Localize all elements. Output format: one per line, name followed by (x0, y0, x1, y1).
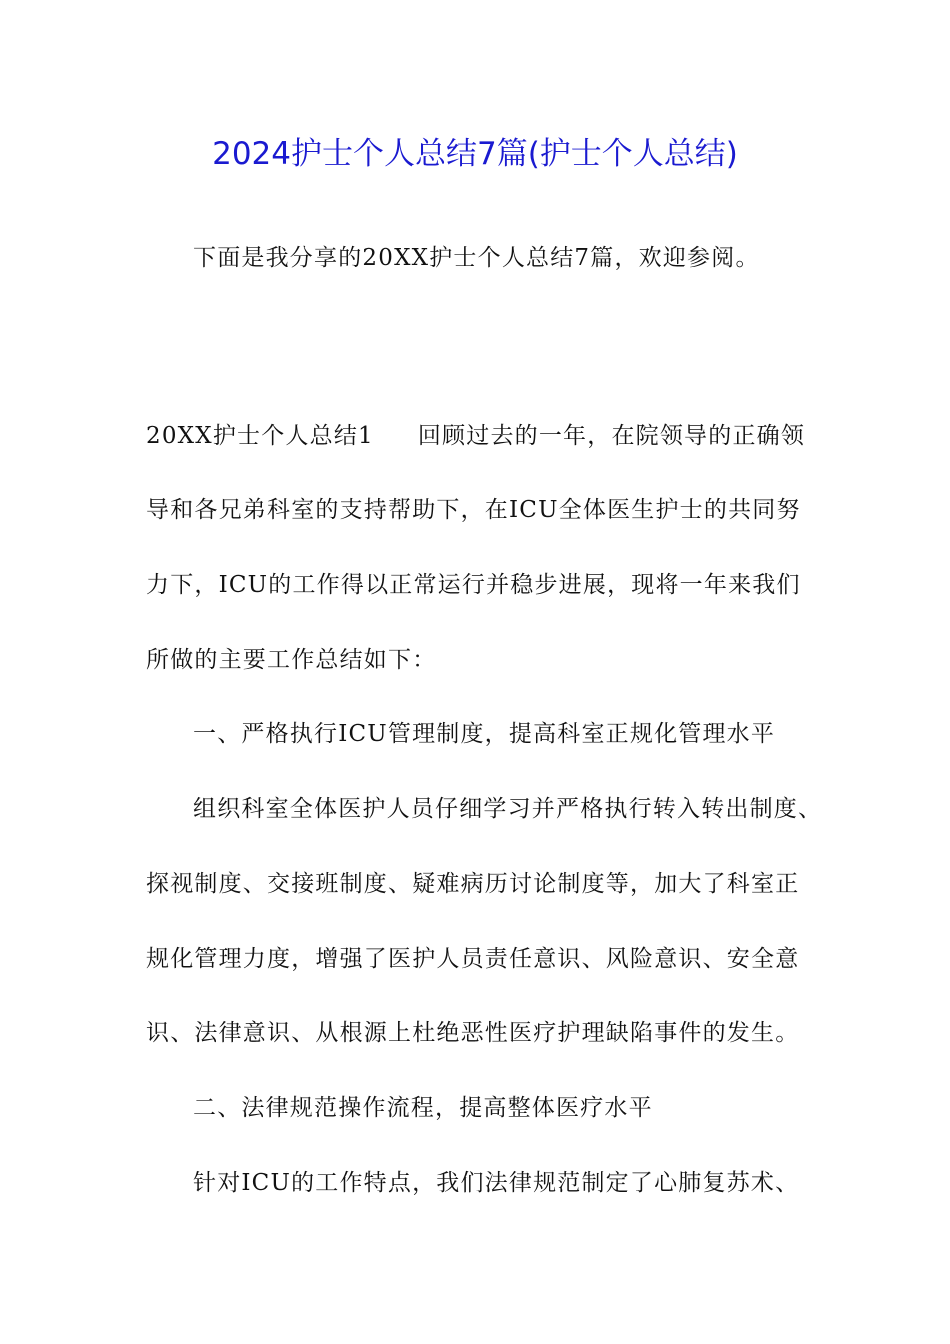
section-heading: 20XX护士个人总结1 (146, 423, 374, 449)
paragraph-line: 所做的主要工作总结如下： (146, 647, 437, 673)
paragraph-line: 导和各兄弟科室的支持帮助下，在ICU全体医生护士的共同努 (146, 497, 801, 523)
paragraph-line: 探视制度、交接班制度、疑难病历讨论制度等，加大了科室正 (146, 871, 800, 897)
intro-paragraph: 下面是我分享的20XX护士个人总结7篇，欢迎参阅。 (193, 245, 760, 271)
document-title: 2024护士个人总结7篇(护士个人总结) (212, 136, 738, 172)
paragraph-line (146, 416, 805, 456)
subsection-heading: 二、法律规范操作流程，提高整体医疗水平 (193, 1095, 653, 1121)
paragraph-line: 针对ICU的工作特点，我们法律规范制定了心肺复苏术、 (193, 1170, 800, 1196)
paragraph-line: 力下，ICU的工作得以正常运行并稳步进展，现将一年来我们 (146, 572, 801, 598)
paragraph-line: 识、法律意识、从根源上杜绝恶性医疗护理缺陷事件的发生。 (146, 1020, 800, 1046)
subsection-heading: 一、严格执行ICU管理制度，提高科室正规化管理水平 (193, 721, 776, 747)
paragraph-text: 回顾过去的一年，在院领导的正确领 (417, 423, 806, 449)
paragraph-line: 规化管理力度，增强了医护人员责任意识、风险意识、安全意 (146, 946, 800, 972)
paragraph-line: 组织科室全体医护人员仔细学习并严格执行转入转出制度、 (193, 796, 823, 822)
